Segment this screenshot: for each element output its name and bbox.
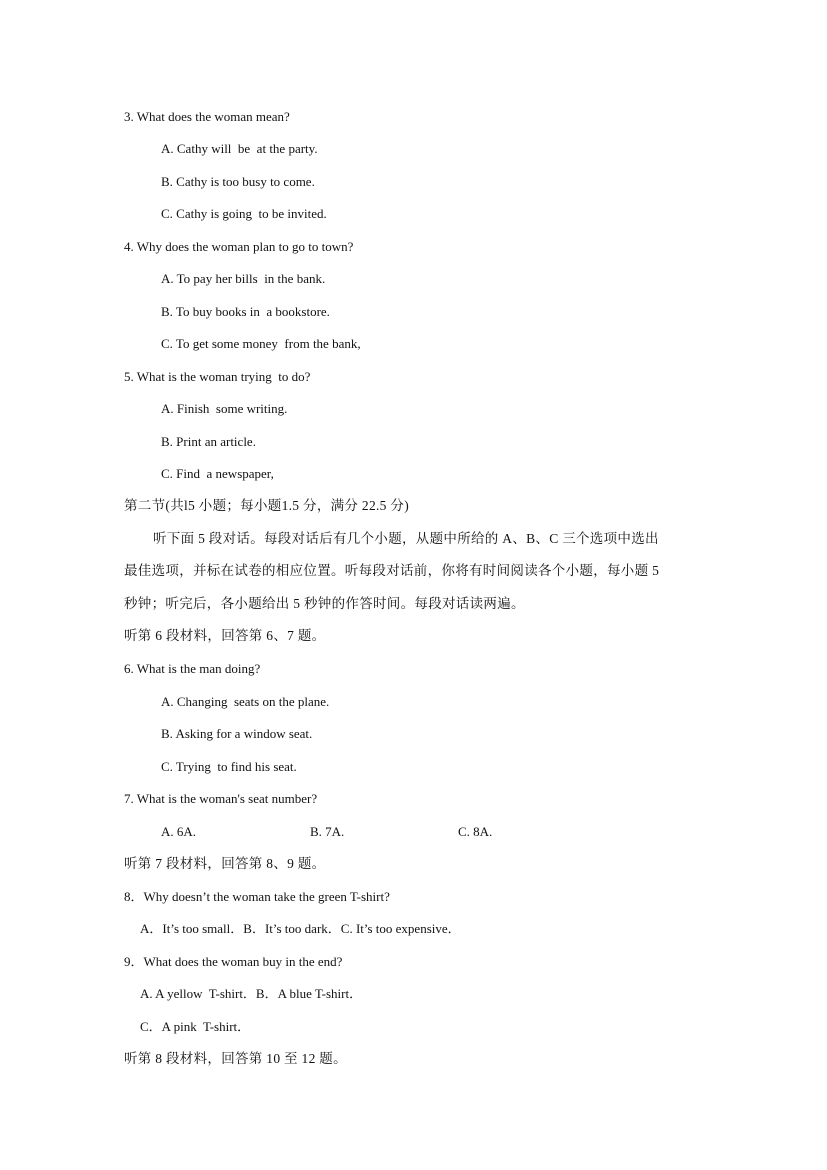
material-7-instruction: 听第 7 段材料，回答第 8、9 题。 xyxy=(124,856,326,871)
question-3-option-a: A. Cathy will be at the party. xyxy=(161,141,318,156)
question-3-option-c: C. Cathy is going to be invited. xyxy=(161,206,327,221)
question-7-stem: 7. What is the woman's seat number? xyxy=(124,791,318,806)
question-4-stem: 4. Why does the woman plan to go to town? xyxy=(124,239,354,254)
question-7-option-b: B. 7A. xyxy=(310,824,345,839)
question-5-option-b: B. Print an article. xyxy=(161,434,256,449)
question-5-option-a: A. Finish some writing. xyxy=(161,401,288,416)
question-5-stem: 5. What is the woman trying to do? xyxy=(124,369,311,384)
question-6-option-a: A. Changing seats on the plane. xyxy=(161,694,330,709)
section-2-heading: 第二节(共l5 小题；每小题1.5 分，满分 22.5 分) xyxy=(124,498,409,513)
question-8-options: A．It’s too small．B．It’s too dark．C. It’s too expensive． xyxy=(140,921,461,936)
question-9-options-ab: A. A yellow T-shirt．B．A blue T-shirt． xyxy=(140,986,363,1001)
question-5-option-c: C. Find a newspaper, xyxy=(161,466,274,481)
material-6-instruction: 听第 6 段材料，回答第 6、7 题。 xyxy=(124,628,326,643)
question-3-option-b: B. Cathy is too busy to come. xyxy=(161,174,315,189)
section-2-intro-line-1: 听下面 5 段对话。每段对话后有几个小题，从题中所给的 A、B、C 三个选项中选出 xyxy=(153,531,659,546)
question-4-option-a: A. To pay her bills in the bank. xyxy=(161,271,326,286)
section-2-intro-line-3: 秒钟；听完后，各小题给出 5 秒钟的作答时间。每段对话读两遍。 xyxy=(124,596,525,611)
question-6-option-c: C. Trying to find his seat. xyxy=(161,759,297,774)
question-3-stem: 3. What does the woman mean? xyxy=(124,109,290,124)
question-6-option-b: B. Asking for a window seat. xyxy=(161,726,313,741)
section-2-intro-line-2: 最佳选项，并标在试卷的相应位置。听每段对话前，你将有时间阅读各个小题，每小题 5 xyxy=(124,563,660,578)
question-7-option-a: A. 6A. xyxy=(161,824,197,839)
question-4-option-c: C. To get some money from the bank, xyxy=(161,336,361,351)
question-8-stem: 8．Why doesn’t the woman take the green T-shirt? xyxy=(124,889,390,904)
question-4-option-b: B. To buy books in a bookstore. xyxy=(161,304,330,319)
question-7-option-c: C. 8A. xyxy=(458,824,493,839)
question-9-stem: 9．What does the woman buy in the end? xyxy=(124,954,343,969)
material-8-instruction: 听第 8 段材料，回答第 10 至 12 题。 xyxy=(124,1051,347,1066)
question-9-option-c: C．A pink T-shirt． xyxy=(140,1019,251,1034)
question-6-stem: 6. What is the man doing? xyxy=(124,661,261,676)
